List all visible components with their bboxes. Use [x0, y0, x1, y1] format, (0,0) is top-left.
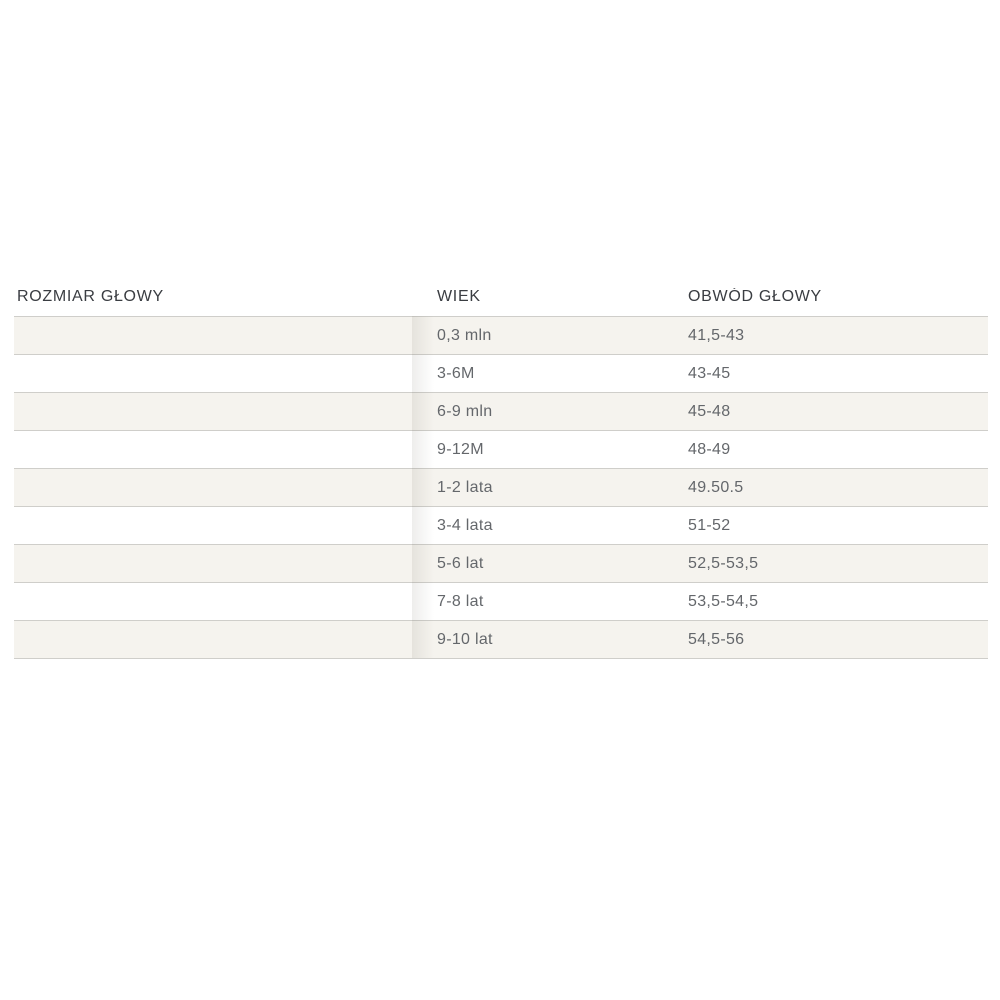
cell-size: [14, 621, 434, 658]
header-head-circumference: OBWÓD GŁOWY: [688, 288, 822, 305]
cell-age: 0,3 mln: [437, 327, 492, 344]
cell-age: 9-12M: [437, 441, 484, 458]
cell-size: [14, 545, 434, 582]
size-table-body: [14, 316, 988, 659]
cell-size: [14, 317, 434, 354]
cell-circumference: 49.50.5: [688, 479, 744, 496]
cell-circumference: 41,5-43: [688, 327, 745, 344]
table-row: [14, 506, 988, 544]
cell-age: 5-6 lat: [437, 555, 484, 572]
size-table: [14, 278, 988, 659]
header-age: WIEK: [437, 288, 481, 305]
cell-size: [14, 355, 434, 392]
cell-age: 3-4 lata: [437, 517, 493, 534]
cell-age: 1-2 lata: [437, 479, 493, 496]
cell-size: [14, 393, 434, 430]
cell-age: 9-10 lat: [437, 631, 493, 648]
cell-age: 3-6M: [437, 365, 475, 382]
size-table-header-row: [14, 278, 988, 316]
header-head-size: ROZMIAR GŁOWY: [17, 288, 164, 305]
cell-circumference: 53,5-54,5: [688, 593, 759, 610]
cell-circumference: 43-45: [688, 365, 731, 382]
table-row: [14, 468, 988, 506]
table-row: [14, 544, 988, 582]
table-row: [14, 620, 988, 658]
cell-size: [14, 583, 434, 620]
cell-circumference: 51-52: [688, 517, 731, 534]
cell-circumference: 52,5-53,5: [688, 555, 759, 572]
cell-circumference: 45-48: [688, 403, 731, 420]
cell-circumference: 48-49: [688, 441, 731, 458]
cell-age: 6-9 mln: [437, 403, 493, 420]
table-row: [14, 316, 988, 354]
table-row: [14, 354, 988, 392]
cell-age: 7-8 lat: [437, 593, 484, 610]
cell-size: [14, 469, 434, 506]
cell-circumference: 54,5-56: [688, 631, 745, 648]
table-row: [14, 392, 988, 430]
cell-size: [14, 431, 434, 468]
cell-size: [14, 507, 434, 544]
table-row: [14, 582, 988, 620]
table-row: [14, 430, 988, 468]
